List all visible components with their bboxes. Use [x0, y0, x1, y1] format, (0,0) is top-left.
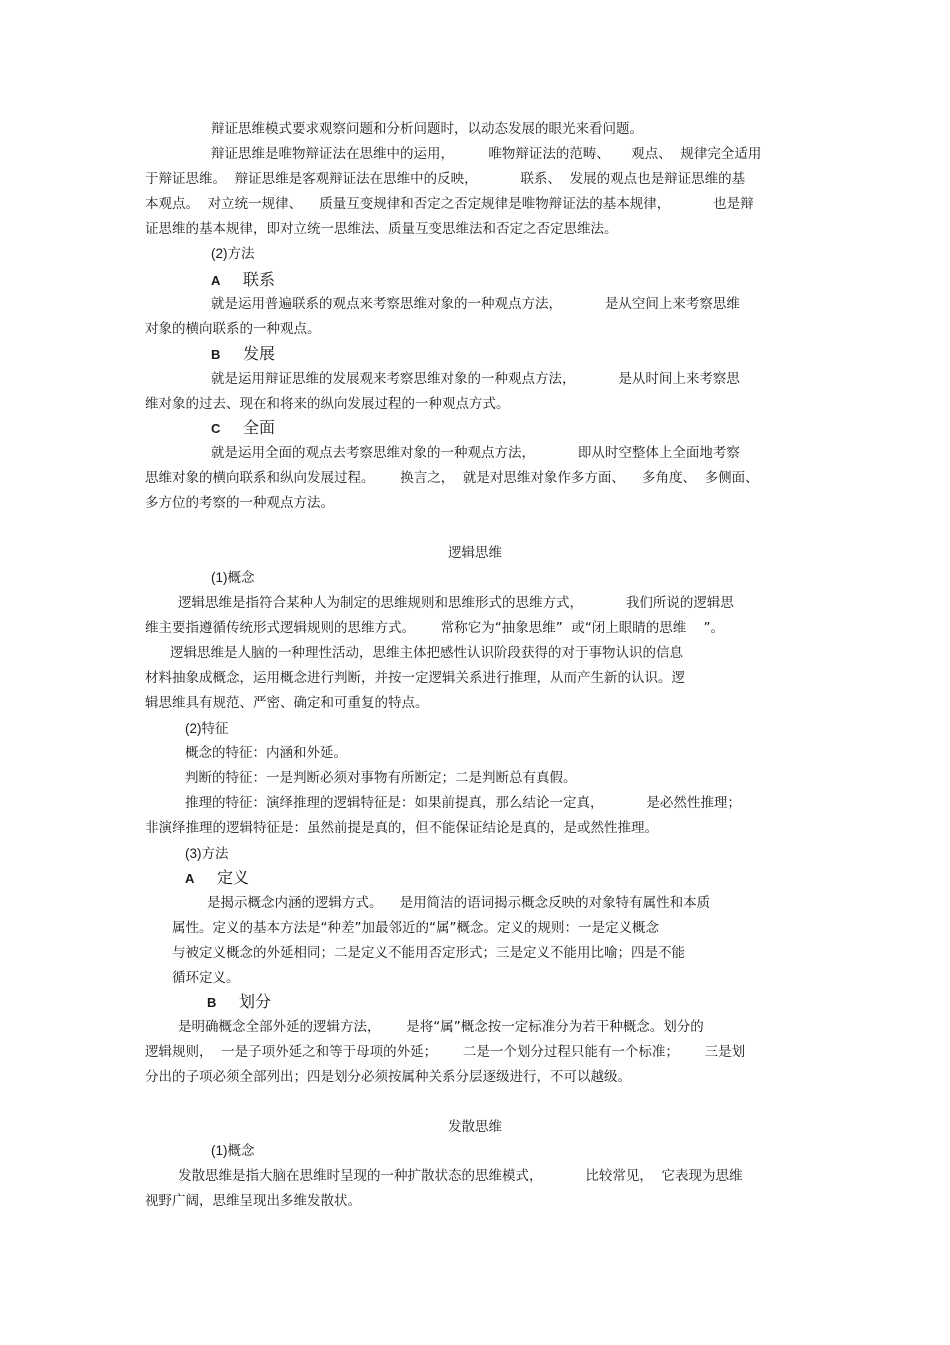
paragraph-line: 就是运用全面的观点去考察思维对象的一种观点方法， 即从时空整体上全面地考察 — [211, 445, 740, 461]
section-title: 逻辑思维 — [448, 545, 502, 561]
paragraph-line: 逻辑规则， 一是子项外延之和等于母项的外延； 二是一个划分过程只能有一个标准； 三是划 — [145, 1044, 746, 1060]
paragraph-line: 于辩证思维。 辩证思维是客观辩证法在思维中的反映， 联系、 发展的观点也是辩证思维的基 — [145, 171, 746, 187]
paragraph-line: 维主要指遵循传统形式逻辑规则的思维方式。 常称它为“抽象思维” 或“闭上眼睛的思维 ”。 — [145, 620, 724, 636]
paragraph-line: 分出的子项必须全部列出；四是划分必须按属种关系分层逐级进行，不可以越级。 — [145, 1069, 631, 1085]
paragraph-line: 逻辑思维是人脑的一种理性活动，思维主体把感性认识阶段获得的对于事物认识的信息 — [170, 645, 683, 661]
paragraph-line: 对象的横向联系的一种观点。 — [145, 321, 321, 337]
heading-title: 全面 — [243, 418, 276, 437]
paragraph-line: 就是运用辩证思维的发展观来考察思维对象的一种观点方法， 是从时间上来考察思 — [211, 371, 740, 387]
heading-letter: B — [211, 347, 221, 362]
paragraph-line: 就是运用普遍联系的观点来考察思维对象的一种观点方法， 是从空间上来考察思维 — [211, 296, 740, 312]
heading-letter: A — [185, 871, 195, 886]
paragraph-line: 是明确概念全部外延的逻辑方法， 是将“属”概念按一定标准分为若干种概念。划分的 — [178, 1019, 704, 1035]
method-heading-b — [211, 344, 275, 365]
subheading-feature: (2)特征 — [185, 721, 229, 736]
heading-title: 联系 — [243, 270, 276, 289]
method-heading-a — [185, 868, 249, 889]
paragraph-line: 非演绎推理的逻辑特征是：虽然前提是真的，但不能保证结论是真的，是或然性推理。 — [145, 820, 658, 836]
paragraph-line: 视野广阔，思维呈现出多维发散状。 — [145, 1193, 361, 1209]
heading-title: 划分 — [239, 992, 272, 1011]
heading-letter: B — [207, 995, 217, 1010]
heading-title: 发展 — [243, 344, 276, 363]
method-heading-c — [211, 418, 275, 439]
paragraph-line: 维对象的过去、现在和将来的纵向发展过程的一种观点方式。 — [145, 396, 510, 412]
paragraph-line: 是揭示概念内涵的逻辑方式。 是用简洁的语词揭示概念反映的对象特有属性和本质 — [207, 895, 711, 911]
paragraph-line: 判断的特征：一是判断必须对事物有所断定；二是判断总有真假。 — [185, 770, 577, 786]
paragraph-line: 概念的特征：内涵和外延。 — [185, 745, 347, 761]
heading-title: 定义 — [217, 868, 250, 887]
paragraph-line: 与被定义概念的外延相同；二是定义不能用否定形式；三是定义不能用比喻；四是不能 — [172, 945, 685, 961]
paragraph-line: 循环定义。 — [172, 970, 240, 986]
paragraph-line: 逻辑思维是指符合某种人为制定的思维规则和思维形式的思维方式， 我们所说的逻辑思 — [178, 595, 734, 611]
subheading-method: (3)方法 — [185, 846, 229, 861]
paragraph-line: 发散思维是指大脑在思维时呈现的一种扩散状态的思维模式， 比较常见， 它表现为思维 — [178, 1168, 743, 1184]
paragraph-line: 证思维的基本规律，即对立统一思维法、质量互变思维法和否定之否定思维法。 — [145, 221, 618, 237]
paragraph-line: 辑思维具有规范、严密、确定和可重复的特点。 — [145, 695, 429, 711]
paragraph-line: 思维对象的横向联系和纵向发展过程。 换言之， 就是对思维对象作多方面、 多角度、 多侧面、 — [145, 470, 759, 486]
paragraph-line: 多方位的考察的一种观点方法。 — [145, 495, 334, 511]
subheading-concept: (1)概念 — [211, 1143, 255, 1158]
paragraph-line: 本观点。 对立统一规律、 质量互变规律和否定之否定规律是唯物辩证法的基本规律， 也是辩 — [145, 196, 754, 212]
heading-letter: A — [211, 273, 221, 288]
method-heading-b — [207, 992, 271, 1013]
subheading-concept: (1)概念 — [211, 570, 255, 585]
paragraph-line: 辩证思维是唯物辩证法在思维中的运用， 唯物辩证法的范畴、 观点、 规律完全适用 — [211, 146, 762, 162]
heading-letter: C — [211, 421, 221, 436]
paragraph-line: 推理的特征：演绎推理的逻辑特征是：如果前提真，那么结论一定真， 是必然性推理； — [185, 795, 741, 811]
paragraph-line: 辩证思维模式要求观察问题和分析问题时，以动态发展的眼光来看问题。 — [211, 121, 643, 137]
subheading-method: (2)方法 — [211, 246, 255, 261]
paragraph-line: 材料抽象成概念，运用概念进行判断，并按一定逻辑关系进行推理，从而产生新的认识。逻 — [145, 670, 685, 686]
method-heading-a — [211, 270, 275, 291]
paragraph-line: 属性。定义的基本方法是“种差”加最邻近的“属”概念。定义的规则：一是定义概念 — [172, 920, 659, 936]
section-title: 发散思维 — [448, 1119, 502, 1135]
